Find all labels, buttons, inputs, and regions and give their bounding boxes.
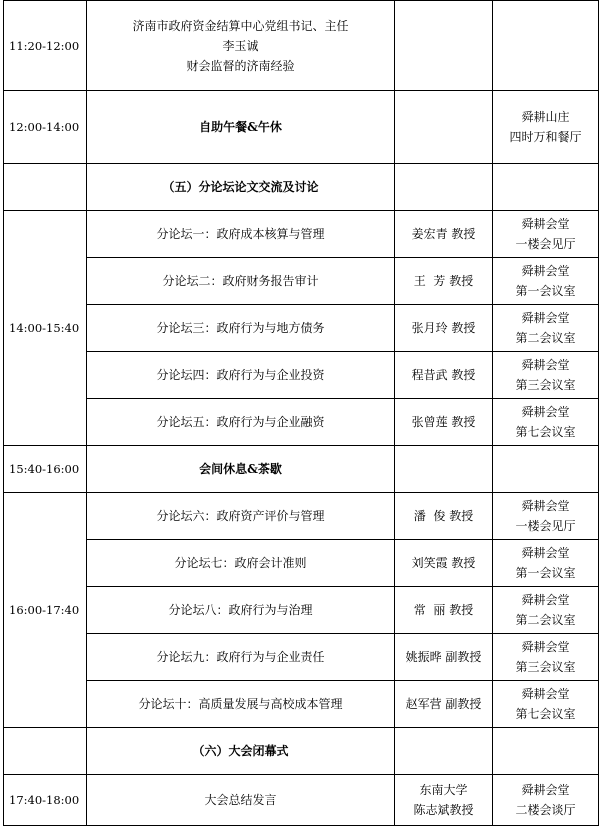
- venue-line1: 舜耕会堂: [521, 687, 570, 701]
- forum-row: [4, 634, 599, 681]
- speaker-cell: [87, 1, 395, 91]
- venue-line1: 舜耕会堂: [521, 499, 570, 513]
- forum-row: [4, 305, 599, 352]
- forum-venue: [493, 587, 599, 634]
- venue-line2: 第七会议室: [515, 707, 576, 721]
- forum-row: [4, 587, 599, 634]
- schedule-row-break: [4, 446, 599, 493]
- venue-line2: 四时万和餐厅: [509, 130, 582, 144]
- venue-line1: 舜耕会堂: [521, 783, 570, 797]
- forum-venue: [493, 399, 599, 446]
- section-heading-row: [4, 728, 599, 775]
- forum-venue: [493, 493, 599, 540]
- forum-title: 分论坛三：政府行为与地方债务: [87, 305, 395, 352]
- forum-row: [4, 352, 599, 399]
- schedule-row-opening: [4, 1, 599, 91]
- venue-cell: [493, 91, 599, 164]
- section-heading: （六）大会闭幕式: [87, 728, 395, 775]
- venue-line1: 舜耕山庄: [521, 110, 570, 124]
- forum-row: [4, 540, 599, 587]
- forum-host: 程昔武 教授: [395, 352, 493, 399]
- forum-host: 张曾莲 教授: [395, 399, 493, 446]
- time-cell: 11:20-12:00: [4, 1, 87, 91]
- forum-title: 分论坛五：政府行为与企业融资: [87, 399, 395, 446]
- forum-row: [4, 493, 599, 540]
- time-cell: 17:40-18:00: [4, 775, 87, 826]
- event-cell: 自助午餐&午休: [87, 91, 395, 164]
- forum-title: 分论坛二：政府财务报告审计: [87, 258, 395, 305]
- forum-host: 姚振晔 副教授: [395, 634, 493, 681]
- host-cell: [395, 446, 493, 493]
- event-cell: 会间休息&茶歇: [87, 446, 395, 493]
- forum-title: 分论坛十：高质量发展与高校成本管理: [87, 681, 395, 728]
- forum-row: [4, 399, 599, 446]
- forum-venue: [493, 634, 599, 681]
- venue-line2: 一楼会见厅: [515, 519, 576, 533]
- time-cell: 16:00-17:40: [4, 493, 87, 728]
- speaker-line2: 陈志斌教授: [413, 803, 474, 817]
- forum-venue: [493, 681, 599, 728]
- forum-title: 分论坛七：政府会计准则: [87, 540, 395, 587]
- venue-line2: 第三会议室: [515, 660, 576, 674]
- speaker-cell: [395, 775, 493, 826]
- venue-line1: 舜耕会堂: [521, 546, 570, 560]
- host-cell: [395, 1, 493, 91]
- venue-line1: 舜耕会堂: [521, 358, 570, 372]
- venue-cell: [493, 728, 599, 775]
- time-cell: [4, 728, 87, 775]
- venue-line2: 第三会议室: [515, 378, 576, 392]
- conference-schedule-table: [3, 0, 599, 826]
- host-cell: [395, 164, 493, 211]
- time-cell: 15:40-16:00: [4, 446, 87, 493]
- forum-row: [4, 258, 599, 305]
- speaker-name: 李玉诚: [222, 38, 259, 53]
- host-cell: [395, 728, 493, 775]
- venue-line2: 第一会议室: [515, 566, 576, 580]
- schedule-row-lunch: [4, 91, 599, 164]
- forum-venue: [493, 540, 599, 587]
- forum-title: 分论坛四：政府行为与企业投资: [87, 352, 395, 399]
- host-cell: [395, 91, 493, 164]
- schedule-row-closing: [4, 775, 599, 826]
- venue-cell: [493, 164, 599, 211]
- forum-host: 赵军营 副教授: [395, 681, 493, 728]
- time-cell: [4, 164, 87, 211]
- speaker-line1: 东南大学: [419, 783, 468, 797]
- forum-row: [4, 681, 599, 728]
- venue-line2: 第七会议室: [515, 425, 576, 439]
- venue-line1: 舜耕会堂: [521, 311, 570, 325]
- venue-line1: 舜耕会堂: [521, 640, 570, 654]
- venue-cell: [493, 1, 599, 91]
- speaker-title: 济南市政府资金结算中心党组书记、主任: [132, 18, 349, 33]
- section-heading: （五）分论坛论文交流及讨论: [87, 164, 395, 211]
- forum-venue: [493, 258, 599, 305]
- forum-host: 张月玲 教授: [395, 305, 493, 352]
- venue-line1: 舜耕会堂: [521, 217, 570, 231]
- forum-venue: [493, 305, 599, 352]
- venue-line1: 舜耕会堂: [521, 405, 570, 419]
- section-heading-row: [4, 164, 599, 211]
- forum-venue: [493, 211, 599, 258]
- time-cell: 12:00-14:00: [4, 91, 87, 164]
- forum-host: 刘笑霞 教授: [395, 540, 493, 587]
- speech-topic: 财会监督的济南经验: [186, 58, 295, 73]
- venue-line1: 舜耕会堂: [521, 593, 570, 607]
- forum-title: 分论坛六：政府资产评价与管理: [87, 493, 395, 540]
- venue-line2: 第一会议室: [515, 284, 576, 298]
- forum-title: 分论坛九：政府行为与企业责任: [87, 634, 395, 681]
- venue-line2: 第二会议室: [515, 613, 576, 627]
- event-cell: 大会总结发言: [87, 775, 395, 826]
- venue-line2: 一楼会见厅: [515, 237, 576, 251]
- forum-row: [4, 211, 599, 258]
- forum-venue: [493, 352, 599, 399]
- forum-host: 姜宏青 教授: [395, 211, 493, 258]
- venue-line1: 舜耕会堂: [521, 264, 570, 278]
- forum-title: 分论坛一：政府成本核算与管理: [87, 211, 395, 258]
- time-cell: 14:00-15:40: [4, 211, 87, 446]
- forum-title: 分论坛八：政府行为与治理: [87, 587, 395, 634]
- venue-cell: [493, 446, 599, 493]
- venue-line2: 二楼会谈厅: [515, 803, 576, 817]
- forum-host: 王 芳 教授: [395, 258, 493, 305]
- venue-line2: 第二会议室: [515, 331, 576, 345]
- forum-host: 潘 俊 教授: [395, 493, 493, 540]
- forum-host: 常 丽 教授: [395, 587, 493, 634]
- venue-cell: [493, 775, 599, 826]
